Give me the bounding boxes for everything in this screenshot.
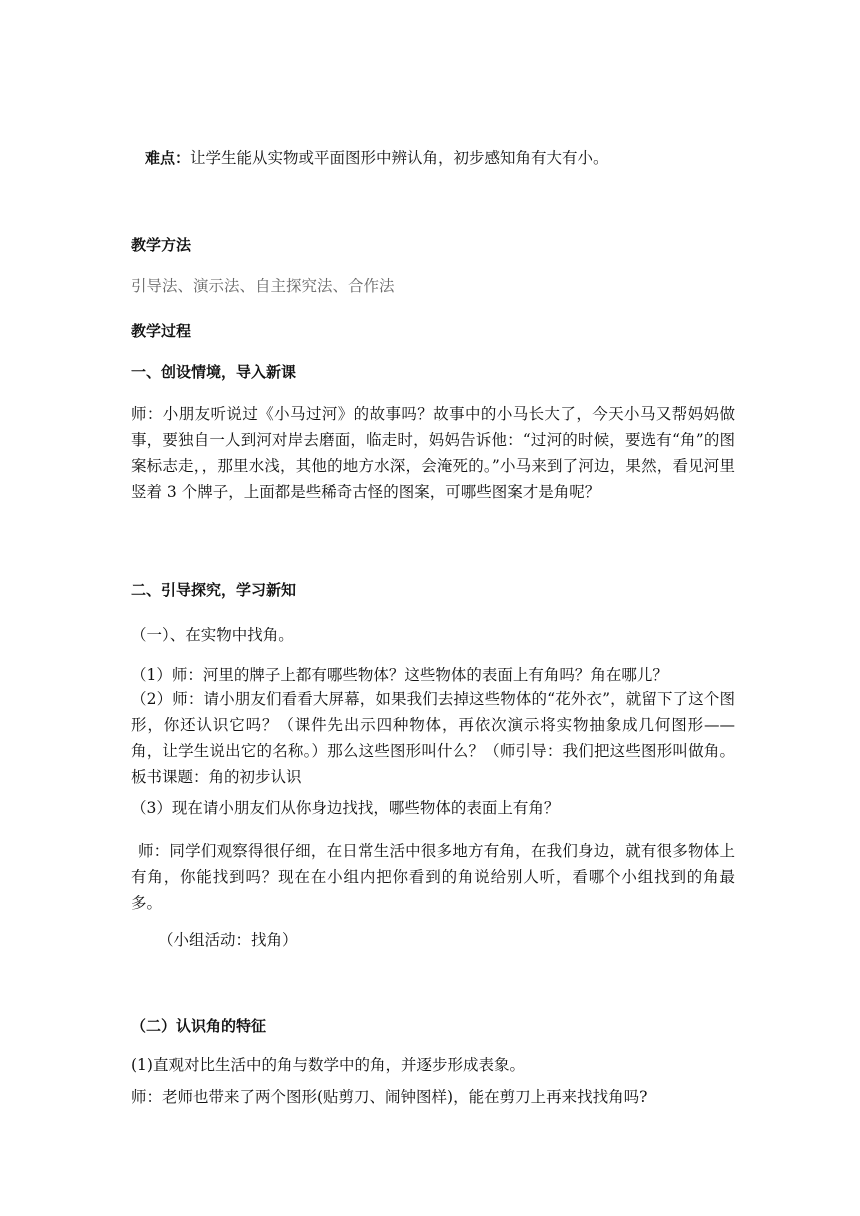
difficulty-text: 让学生能从实物或平面图形中辨认角，初步感知角有大有小。: [190, 149, 609, 167]
difficulty-line: [145, 147, 609, 169]
section2-heading: 二、引导探究，学习新知: [131, 581, 297, 599]
subsection2-heading: （二）认识角的特征: [131, 1017, 267, 1035]
paragraph-q1: （1）师：河里的牌子上都有哪些物体？这些物体的表面上有角吗？角在哪儿？: [131, 666, 668, 684]
process-heading: 教学过程: [131, 322, 192, 340]
paragraph-scissors: 师：老师也带来了两个图形(贴剪刀、闹钟图样)，能在剪刀上再来找找角吗?: [131, 1088, 648, 1106]
paragraph-compare: (1)直观对比生活中的角与数学中的角，并逐步形成表象。: [131, 1056, 525, 1074]
method-text: 引导法、演示法、自主探究法、合作法: [131, 277, 395, 295]
paragraph-q3: （3）现在请小朋友们从你身边找找，哪些物体的表面上有角？: [131, 799, 560, 817]
group-activity: （小组活动：找角）: [158, 931, 298, 949]
section1-paragraph: 师：小朋友听说过《小马过河》的故事吗？故事中的小马长大了，今天小马又帮妈妈做事，要独自一人到河对岸去磨面，临走时，妈妈告诉他：“过河的时候，要选有“角”的图案标志走，，那里水浅，其他的地方水深，会淹死的。”小马来到了河边，果然，看见河里竖着 3 个牌子，上面都是些稀奇古怪的图案，可哪些图案才是角呢？: [131, 405, 735, 501]
paragraph-teacher: 师：同学们观察得很仔细，在日常生活中很多地方有角，在我们身边，就有很多物体上有角，你能找到吗？现在在小组内把你看到的角说给别人听，看哪个小组找到的角最多。: [131, 842, 735, 912]
difficulty-label: 难点：: [145, 149, 191, 167]
paragraph-q2: （2）师：请小朋友们看看大屏幕，如果我们去掉这些物体的“花外衣”，就留下了这个图形，你还认识它吗？（课件先出示四种物体，再依次演示将实物抽象成几何图形——角，让学生说出它的名称。）那么这些图形叫什么？（师引导：我们把这些图形叫做角。板书课题：角的初步认识: [131, 690, 735, 786]
section1-heading: 一、创设情境，导入新课: [131, 363, 297, 381]
subsection1-heading: （一）、在实物中找角。: [131, 626, 294, 644]
method-heading: 教学方法: [131, 236, 192, 254]
